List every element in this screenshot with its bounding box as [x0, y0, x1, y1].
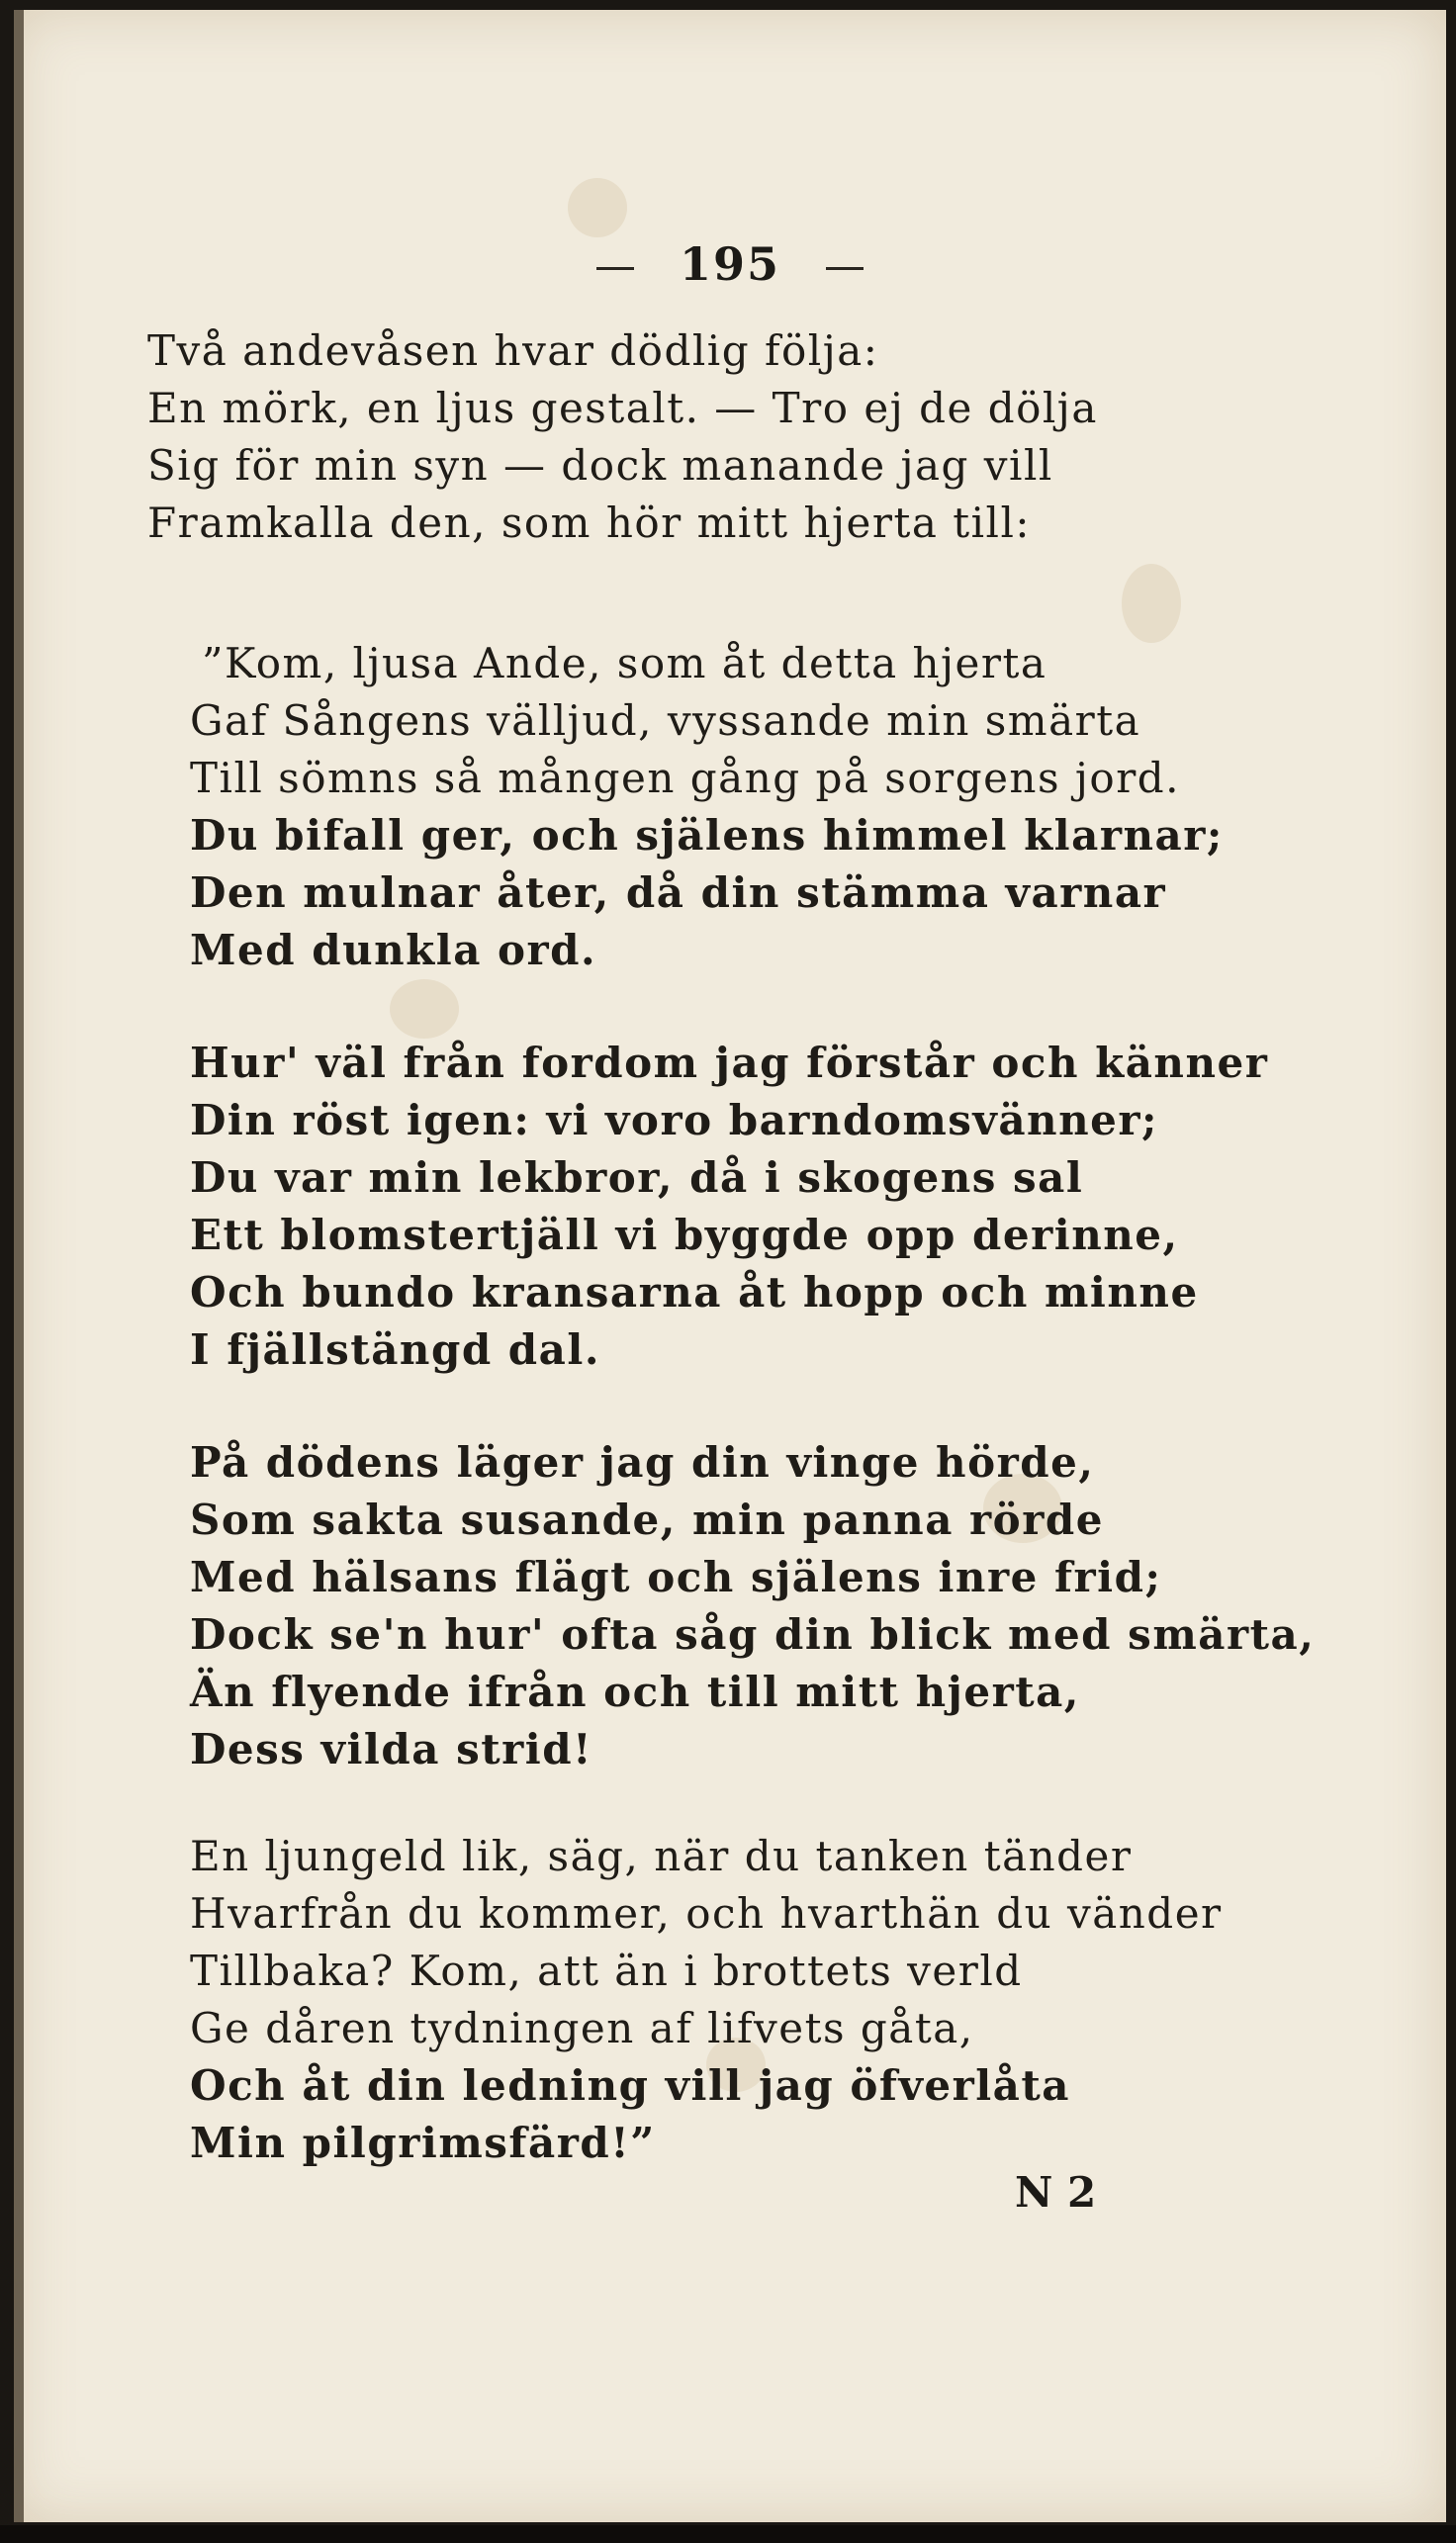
poem-line: Tillbaka? Kom, att än i brottets verld [190, 1947, 1023, 1995]
page-number: 195 [679, 237, 781, 291]
paper-stain [390, 979, 459, 1039]
paper-stain [1122, 564, 1181, 643]
poem-line: Du var min lekbror, då i skogens sal [190, 1153, 1084, 1202]
scan-bottom-edge [0, 2525, 1456, 2543]
poem-line: Med dunkla ord. [190, 926, 597, 974]
poem-line: En mörk, en ljus gestalt. — Tro ej de dölja [147, 384, 1098, 432]
poem-line: Och bundo kransarna åt hopp och minne [190, 1268, 1199, 1317]
poem-line: Dess vilda strid! [190, 1725, 593, 1773]
signature-mark: N 2 [1015, 2168, 1097, 2217]
page-spine-edge [14, 10, 24, 2522]
poem-line: Den mulnar åter, då din stämma varnar [190, 868, 1167, 917]
poem-line: Än flyende ifrån och till mitt hjerta, [190, 1668, 1080, 1716]
poem-line: Hur' väl från fordom jag förstår och känner [190, 1039, 1269, 1087]
poem-line: En ljungeld lik, säg, när du tanken tänder [190, 1832, 1133, 1880]
poem-line: Ett blomstertjäll vi byggde opp derinne, [190, 1211, 1179, 1259]
poem-line: Med hälsans flägt och själens inre frid; [190, 1553, 1162, 1601]
poem-line: Min pilgrimsfärd!” [190, 2119, 656, 2167]
poem-line: Dock se'n hur' ofta såg din blick med smärta, [190, 1610, 1316, 1659]
poem-line: Två andevåsen hvar dödlig följa: [147, 326, 879, 375]
poem-line: Ge dåren tydningen af lifvets gåta, [190, 2004, 974, 2052]
poem-line: Sig för min syn — dock manande jag vill [147, 441, 1053, 490]
poem-line: Din röst igen: vi voro barndomsvänner; [190, 1096, 1158, 1144]
poem-line: Och åt din ledning vill jag öfverlåta [190, 2061, 1071, 2110]
poem-line: Framkalla den, som hör mitt hjerta till: [147, 499, 1032, 547]
header-dash-left [596, 267, 634, 270]
page-header [14, 237, 1446, 291]
paper-stain [568, 178, 627, 237]
header-dash-right [826, 267, 864, 270]
poem-line: Du bifall ger, och själens himmel klarnar; [190, 811, 1224, 860]
poem-line: ”Kom, ljusa Ande, som åt detta hjerta [202, 639, 1047, 687]
poem-line: På dödens läger jag din vinge hörde, [190, 1438, 1095, 1487]
poem-line: Hvarfrån du kommer, och hvarthän du vänder [190, 1889, 1223, 1938]
poem-line: I fjällstängd dal. [190, 1325, 600, 1374]
book-page [14, 10, 1446, 2522]
poem-line: Som sakta susande, min panna rörde [190, 1496, 1104, 1544]
poem-line: Till sömns så mången gång på sorgens jord. [190, 754, 1181, 802]
poem-line: Gaf Sångens välljud, vyssande min smärta [190, 696, 1141, 745]
